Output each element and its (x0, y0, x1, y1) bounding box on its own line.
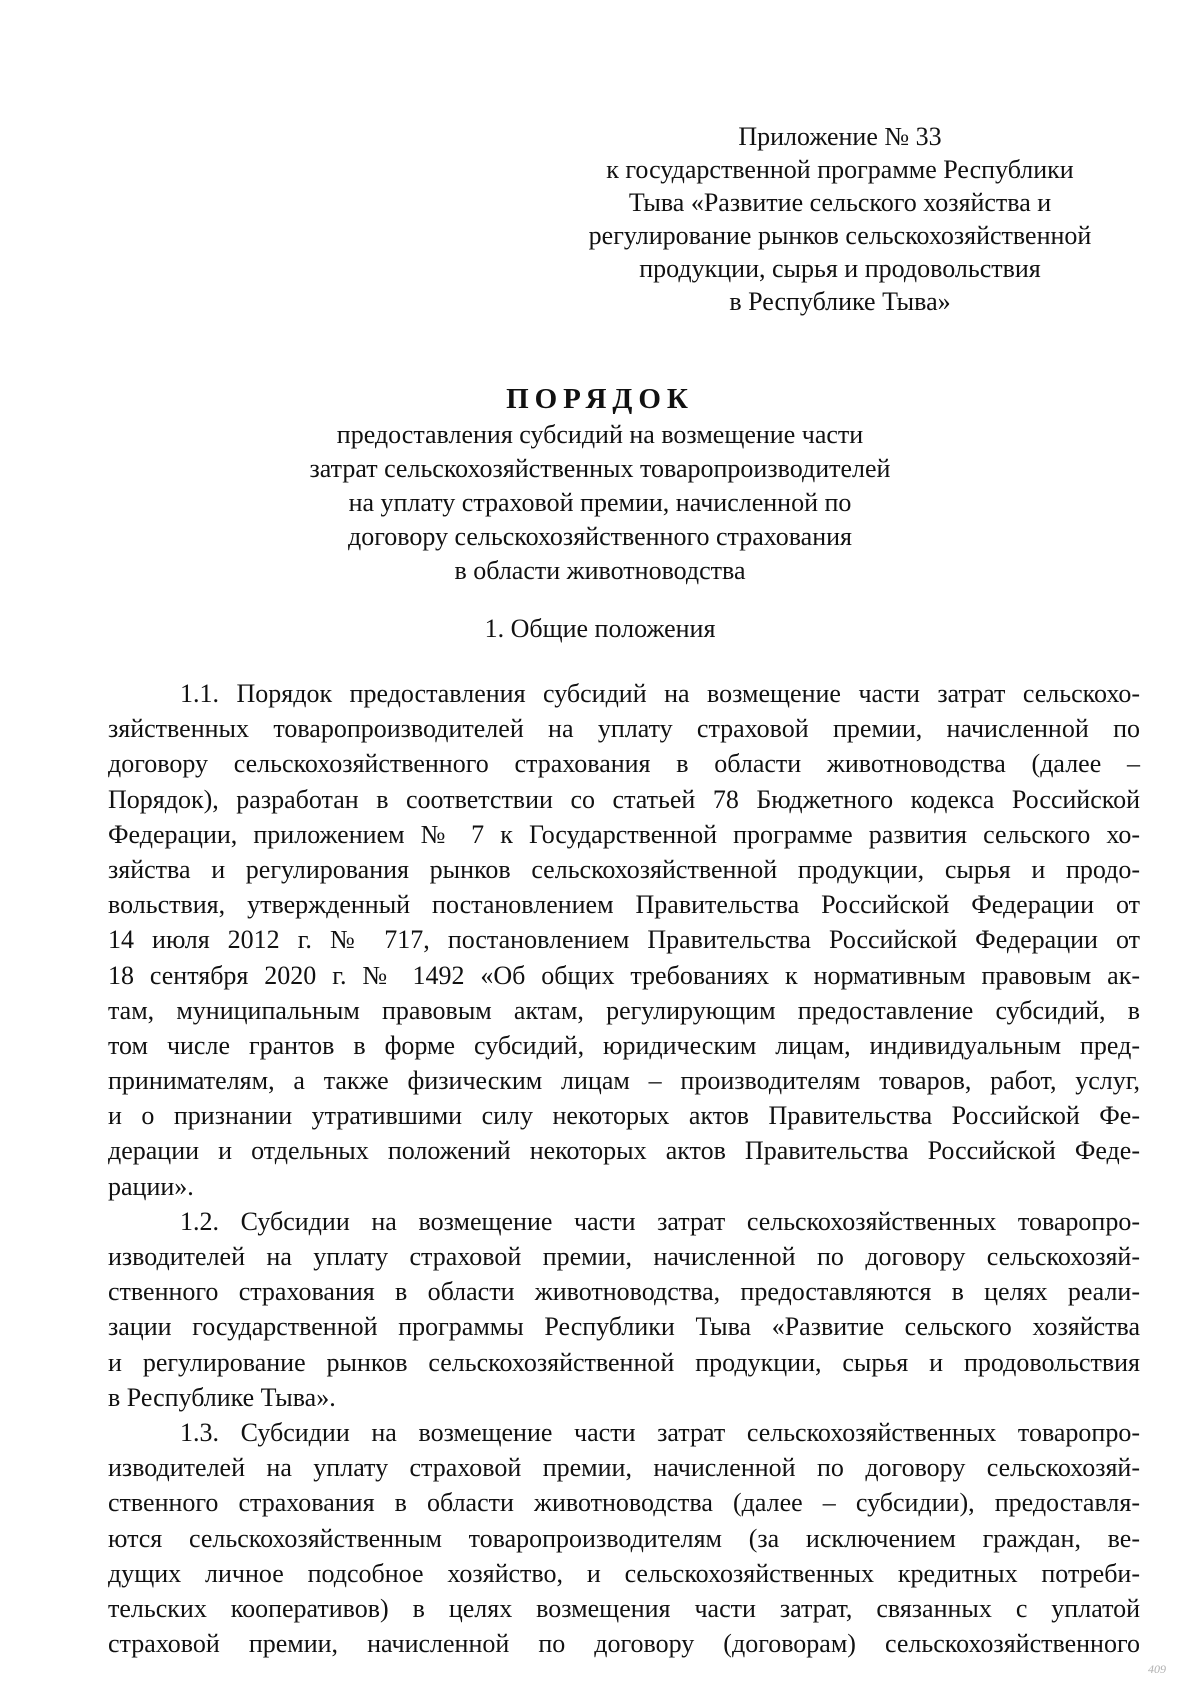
appendix-reference (560, 120, 1120, 318)
paragraph-1-line: и о признании утратившими силу некоторых актов Правительства Российской Фе- (108, 1101, 1140, 1131)
paragraph-2-line: изводителей на уплату страховой премии, начисленной по договору сельскохозяй- (108, 1242, 1140, 1271)
paragraph-1-line: принимателям, а также физическим лицам – производителям товаров, работ, услуг, (108, 1066, 1140, 1096)
paragraph-2-line: зации государственной программы Республики Тыва «Развитие сельского хозяйства (108, 1312, 1140, 1342)
subtitle-line: затрат сельскохозяйственных товаропроизводителей (309, 454, 891, 483)
subtitle-line: договору сельскохозяйственного страхования (347, 522, 853, 551)
section-heading: 1. Общие положения (484, 614, 716, 643)
paragraph-3-line: 1.3. Субсидии на возмещение части затрат сельскохозяйственных товаропро- (180, 1417, 1140, 1447)
appendix-line: Тыва «Развитие сельского хозяйства и (628, 188, 1052, 217)
paragraph-1-line: договору сельскохозяйственного страхования в области животноводства (далее – (108, 749, 1140, 779)
paragraph-2-line: в Республике Тыва». (108, 1382, 336, 1412)
paragraph-2-line: и регулирование рынков сельскохозяйственной продукции, сырья и продовольствия (108, 1347, 1140, 1377)
paragraph-1-line: 14 июля 2012 г. № 717, постановлением Правительства Российской Федерации от (108, 925, 1140, 955)
paragraph-1-line: зяйственных товаропроизводителей на уплату страховой премии, начисленной по (108, 714, 1140, 744)
appendix-line: Приложение № 33 (738, 122, 942, 151)
paragraph-3-line: тельских кооперативов) в целях возмещения части затрат, связанных с уплатой (108, 1593, 1140, 1623)
paragraph-3-line: ются сельскохозяйственным товаропроизводителям (за исключением граждан, ве- (108, 1523, 1140, 1553)
paragraph-1-line: том числе грантов в форме субсидий, юридическим лицам, индивидуальным пред- (108, 1030, 1140, 1060)
paragraph-2-line: ственного страхования в области животноводства, предоставляются в целях реали- (108, 1277, 1140, 1307)
paragraph-1-line: 1.1. Порядок предоставления субсидий на возмещение части затрат сельскохо- (180, 679, 1140, 708)
subtitle-line: в области животноводства (454, 556, 746, 585)
appendix-line: в Республике Тыва» (729, 287, 951, 316)
appendix-line: продукции, сырья и продовольствия (639, 254, 1041, 283)
paragraph-1-line: Порядок), разработан в соответствии со статьей 78 Бюджетного кодекса Российской (108, 784, 1140, 814)
paragraph-1-line: там, муниципальным правовым актам, регулирующим предоставление субсидий, в (108, 995, 1140, 1025)
subtitle-line: предоставления субсидий на возмещение части (336, 420, 864, 449)
appendix-line: к государственной программе Республики (606, 155, 1074, 184)
paragraph-3-line: дущих личное подсобное хозяйство, и сельскохозяйственных кредитных потреби- (108, 1558, 1140, 1588)
paragraph-3-line: ственного страхования в области животноводства (далее – субсидии), предоставля- (108, 1488, 1140, 1518)
document-subtitle (0, 418, 1200, 588)
document-title: ПОРЯДОК (506, 383, 694, 415)
paragraph-3-line: страховой премии, начисленной по договору (договорам) сельскохозяйственного (108, 1629, 1140, 1659)
paragraph-1-line: Федерации, приложением № 7 к Государственной программе развития сельского хо- (108, 819, 1140, 849)
paragraph-1-line: 18 сентября 2020 г. № 1492 «Об общих требованиях к нормативным правовым ак- (108, 960, 1140, 990)
paragraph-1-line: зяйства и регулирования рынков сельскохозяйственной продукции, сырья и продо- (108, 854, 1140, 884)
paragraph-1-line: рации». (108, 1171, 194, 1201)
paragraph-1-line: дерации и отдельных положений некоторых актов Правительства Российской Феде- (108, 1136, 1140, 1166)
body-text (108, 676, 1140, 1661)
appendix-line: регулирование рынков сельскохозяйственной (588, 221, 1092, 250)
paragraph-3-line: изводителей на уплату страховой премии, начисленной по договору сельскохозяй- (108, 1453, 1140, 1483)
paragraph-2-line: 1.2. Субсидии на возмещение части затрат сельскохозяйственных товаропро- (180, 1206, 1140, 1236)
subtitle-line: на уплату страховой премии, начисленной по (348, 488, 852, 517)
paragraph-1-line: вольствия, утвержденный постановлением Правительства Российской Федерации от (108, 890, 1140, 920)
page-number-mark: 409 (1148, 1662, 1166, 1676)
